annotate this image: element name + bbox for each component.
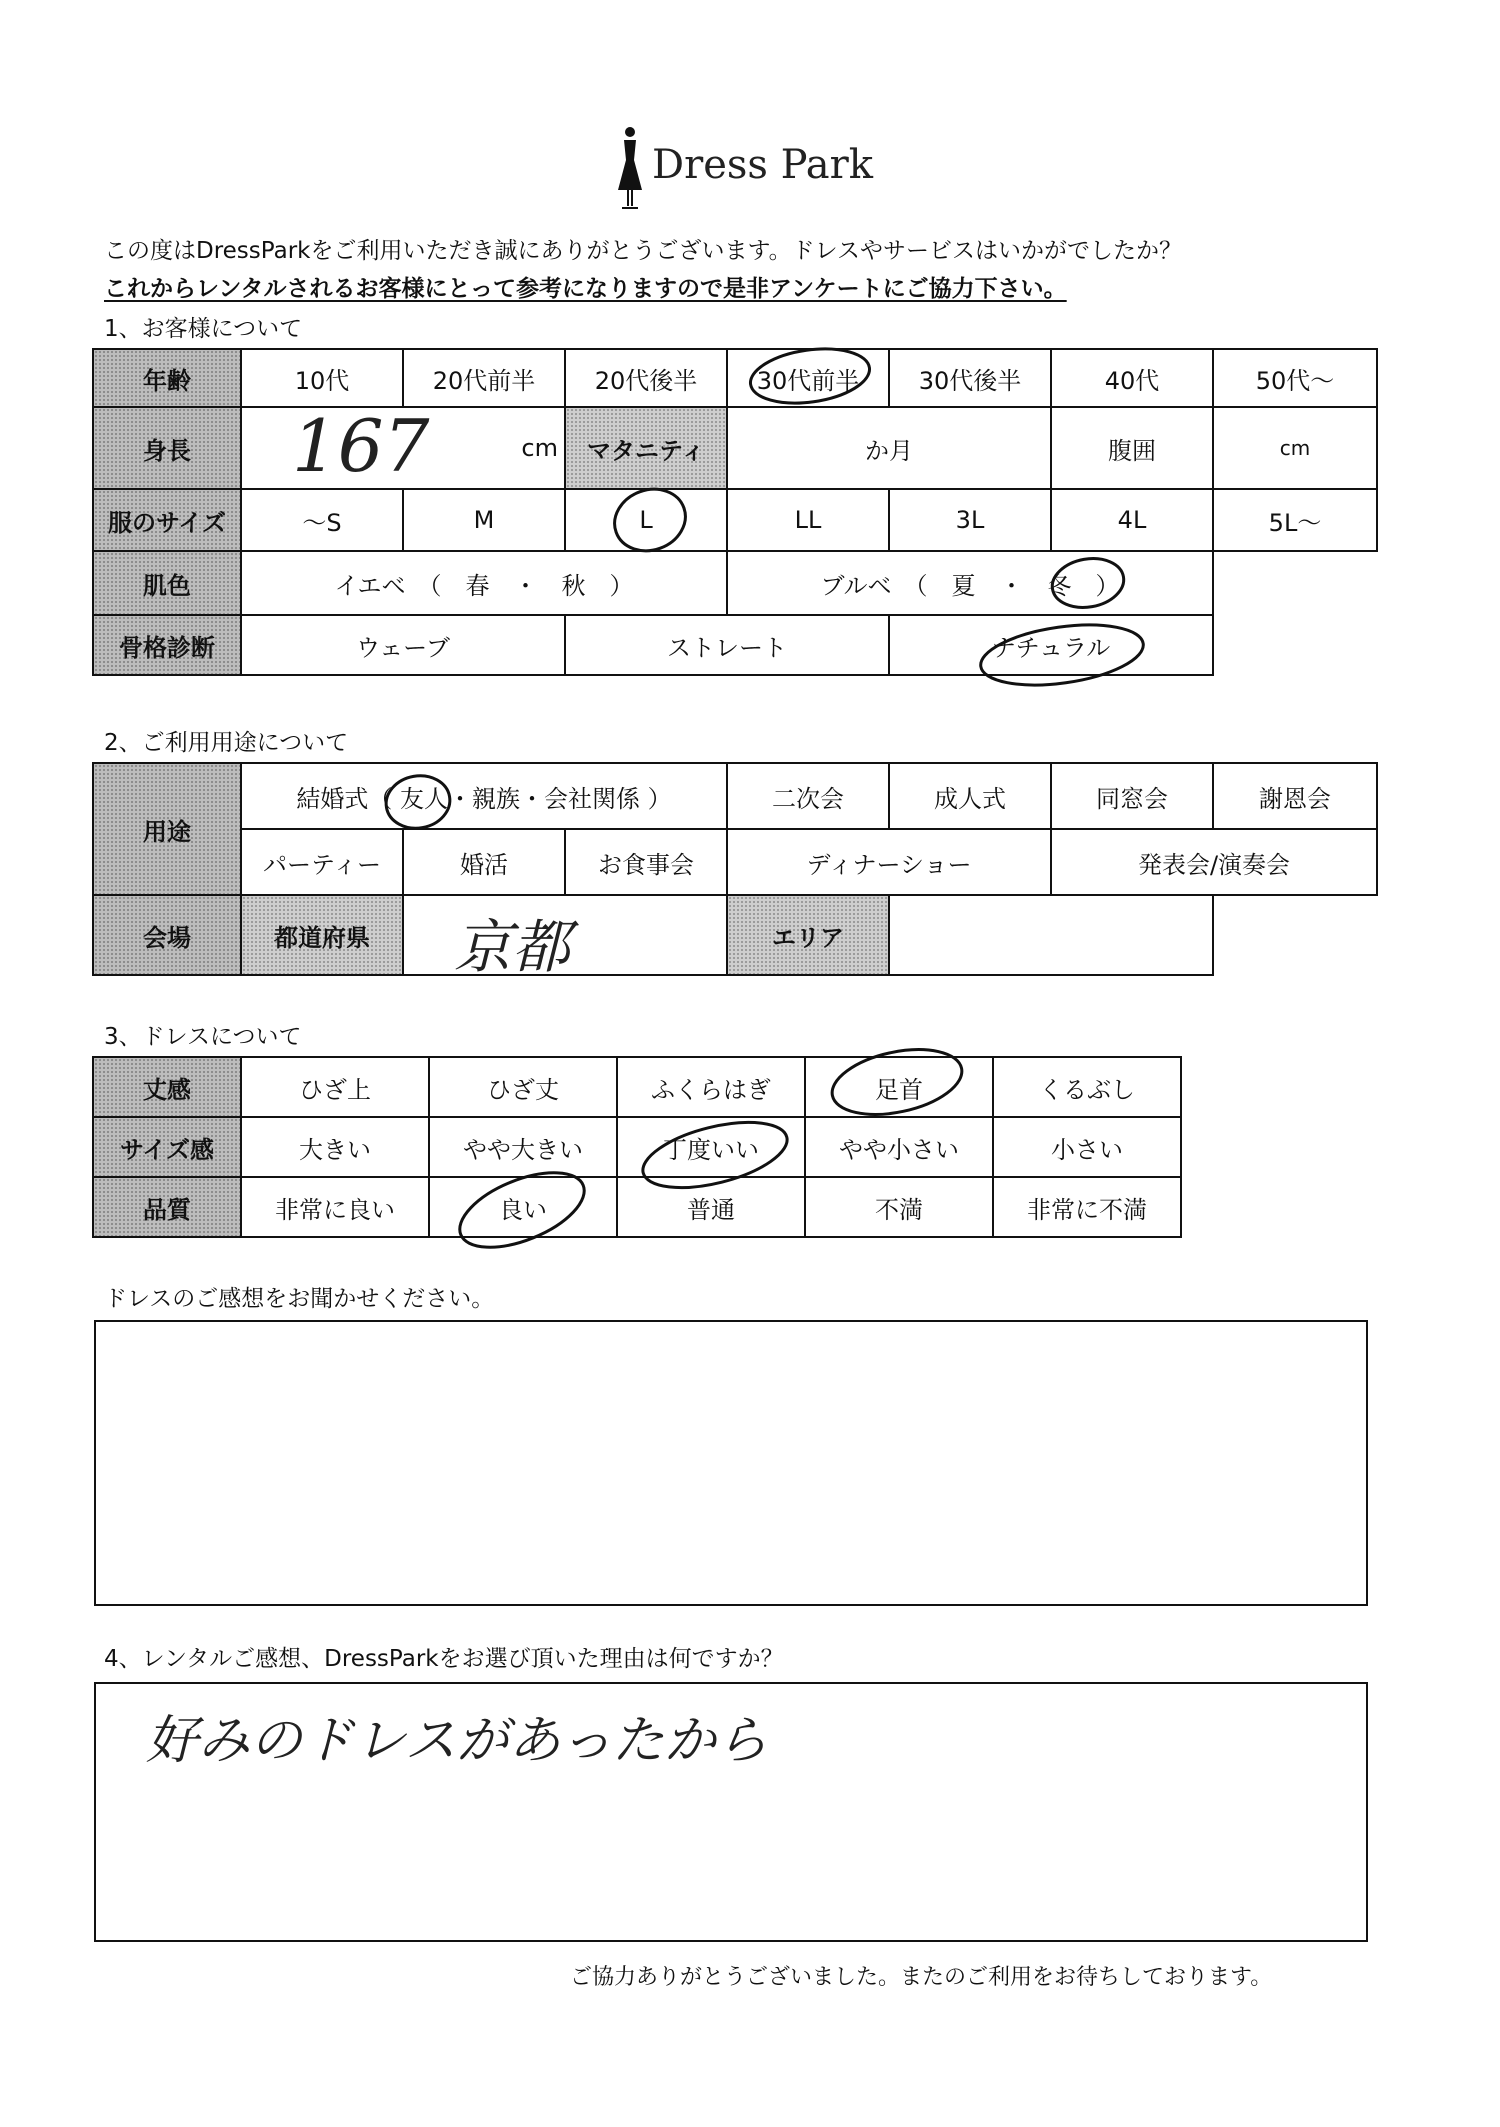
quality-option[interactable]: 非常に良い bbox=[240, 1176, 430, 1238]
footer-thanks: ご協力ありがとうございました。またのご利用をお待ちしております。 bbox=[570, 1965, 1273, 1990]
fit-option[interactable]: 小さい bbox=[992, 1116, 1182, 1178]
use-header: 用途 bbox=[92, 762, 242, 896]
use-option[interactable]: ディナーショー bbox=[726, 828, 1052, 896]
age-option[interactable]: 10代 bbox=[240, 348, 404, 408]
use-option[interactable]: 成人式 bbox=[888, 762, 1052, 830]
age-option[interactable]: 20代前半 bbox=[402, 348, 566, 408]
length-option[interactable]: ひざ丈 bbox=[428, 1056, 618, 1118]
use-option[interactable]: 謝恩会 bbox=[1212, 762, 1378, 830]
use-option[interactable]: パーティー bbox=[240, 828, 404, 896]
size-option[interactable]: LL bbox=[726, 488, 890, 552]
circle-mark-quality bbox=[450, 1157, 595, 1262]
size-option[interactable]: 3L bbox=[888, 488, 1052, 552]
use-option[interactable]: お食事会 bbox=[564, 828, 728, 896]
height-unit: cm bbox=[521, 434, 558, 462]
prefecture-value: 京都 bbox=[454, 913, 571, 981]
quality-option-selected[interactable]: 良い bbox=[428, 1176, 618, 1238]
size-option[interactable]: M bbox=[402, 488, 566, 552]
age-option[interactable]: 50代～ bbox=[1212, 348, 1378, 408]
quality-option[interactable]: 不満 bbox=[804, 1176, 994, 1238]
use-wedding-option[interactable]: 結婚式（ 友人・親族・会社関係 ） bbox=[240, 762, 728, 830]
quality-option[interactable]: 普通 bbox=[616, 1176, 806, 1238]
size-option-selected[interactable]: L bbox=[564, 488, 728, 552]
brand-name: Dress Park bbox=[652, 142, 873, 188]
frame-option[interactable]: ストレート bbox=[564, 614, 890, 676]
age-option[interactable]: 30代後半 bbox=[888, 348, 1052, 408]
height-header: 身長 bbox=[92, 406, 242, 490]
circle-mark-fit bbox=[636, 1110, 793, 1200]
section-4-title: 4、レンタルご感想、DressParkをお選び頂いた理由は何ですか？ bbox=[104, 1646, 784, 1672]
belly-field[interactable]: cm bbox=[1212, 406, 1378, 490]
venue-header: 会場 bbox=[92, 894, 242, 976]
length-option[interactable]: くるぶし bbox=[992, 1056, 1182, 1118]
reason-answer: 好みのドレスがあったから bbox=[146, 1711, 768, 1771]
circle-mark-age bbox=[747, 342, 873, 410]
height-value: 167 bbox=[292, 404, 430, 488]
circle-mark-ankle bbox=[826, 1039, 968, 1125]
area-label: エリア bbox=[726, 894, 890, 976]
fit-option-selected[interactable]: 丁度いい bbox=[616, 1116, 806, 1178]
intro-line-1: この度はDressParkをご利用いただき誠にありがとうございます。ドレスやサービスはいかがでしたか？ bbox=[104, 238, 1182, 264]
skin-header: 肌色 bbox=[92, 550, 242, 616]
skin-yellow-option[interactable]: イエベ （ 春 ・ 秋 ） bbox=[240, 550, 728, 616]
fit-option[interactable]: 大きい bbox=[240, 1116, 430, 1178]
circle-mark-natural bbox=[977, 616, 1147, 694]
maternity-months-field[interactable]: か月 bbox=[726, 406, 1052, 490]
belly-label: 腹囲 bbox=[1050, 406, 1214, 490]
section-3-title: 3、ドレスについて bbox=[104, 1024, 302, 1050]
dress-comment-prompt: ドレスのご感想をお聞かせください。 bbox=[104, 1286, 495, 1312]
use-option[interactable]: 発表会/演奏会 bbox=[1050, 828, 1378, 896]
use-option[interactable]: 二次会 bbox=[726, 762, 890, 830]
circle-mark-friend bbox=[382, 771, 454, 833]
quality-option[interactable]: 非常に不満 bbox=[992, 1176, 1182, 1238]
fit-header: サイズ感 bbox=[92, 1116, 242, 1178]
section-2-title: 2、ご利用用途について bbox=[104, 730, 349, 756]
circle-mark-size bbox=[606, 479, 694, 560]
age-option[interactable]: 40代 bbox=[1050, 348, 1214, 408]
maternity-label: マタニティ bbox=[564, 406, 728, 490]
length-option-selected[interactable]: 足首 bbox=[804, 1056, 994, 1118]
length-option[interactable]: ひざ上 bbox=[240, 1056, 430, 1118]
frame-option-selected[interactable]: ナチュラル bbox=[888, 614, 1214, 676]
age-option[interactable]: 20代後半 bbox=[564, 348, 728, 408]
quality-header: 品質 bbox=[92, 1176, 242, 1238]
use-option[interactable]: 婚活 bbox=[402, 828, 566, 896]
age-header: 年齢 bbox=[92, 348, 242, 408]
size-option[interactable]: 5L～ bbox=[1212, 488, 1378, 552]
size-header: 服のサイズ bbox=[92, 488, 242, 552]
frame-header: 骨格診断 bbox=[92, 614, 242, 676]
age-option-selected[interactable]: 30代前半 bbox=[726, 348, 890, 408]
prefecture-label: 都道府県 bbox=[240, 894, 404, 976]
section-1-title: 1、お客様について bbox=[104, 316, 303, 342]
fit-option[interactable]: やや小さい bbox=[804, 1116, 994, 1178]
intro-line-2: これからレンタルされるお客様にとって参考になりますので是非アンケートにご協力下さい。 bbox=[104, 276, 1067, 302]
circle-mark-winter bbox=[1048, 553, 1127, 613]
use-option[interactable]: 同窓会 bbox=[1050, 762, 1214, 830]
frame-option[interactable]: ウェーブ bbox=[240, 614, 566, 676]
length-header: 丈感 bbox=[92, 1056, 242, 1118]
skin-blue-option[interactable]: ブルベ （ 夏 ・ 冬 ） bbox=[726, 550, 1214, 616]
size-option[interactable]: ～S bbox=[240, 488, 404, 552]
fit-option[interactable]: やや大きい bbox=[428, 1116, 618, 1178]
size-option[interactable]: 4L bbox=[1050, 488, 1214, 552]
length-option[interactable]: ふくらはぎ bbox=[616, 1056, 806, 1118]
